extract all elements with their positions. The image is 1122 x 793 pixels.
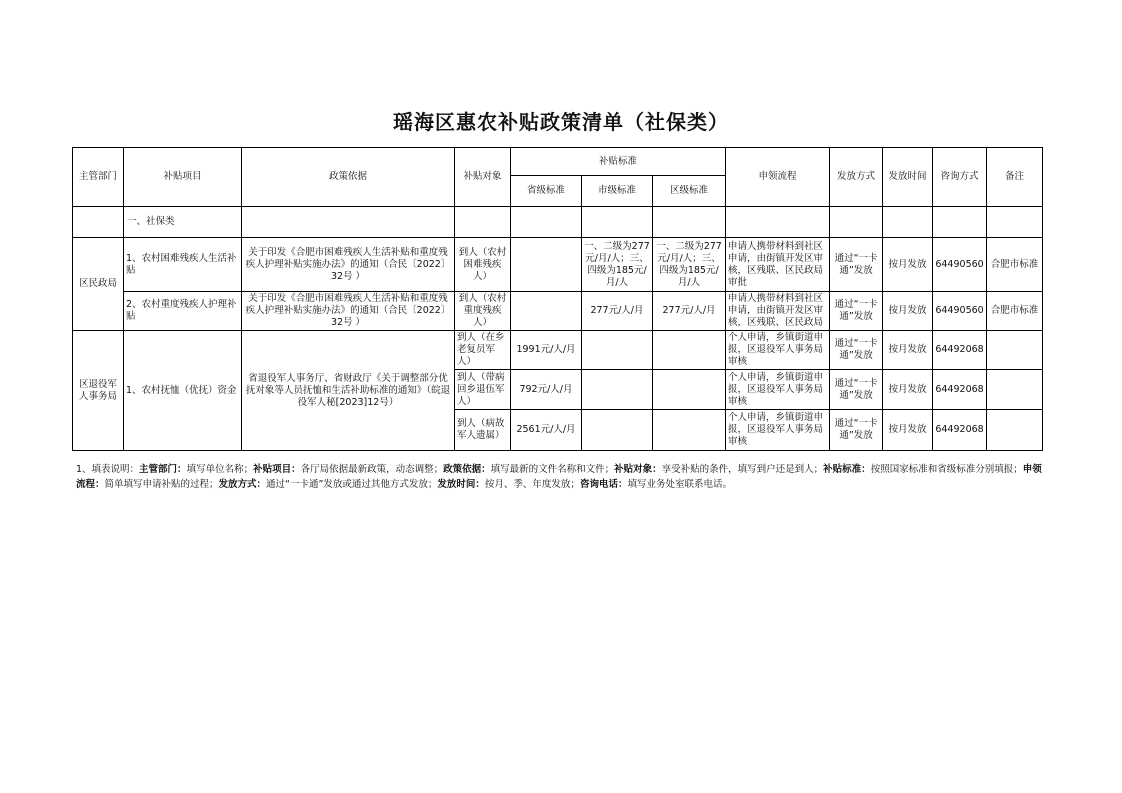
time-cell: 按月发放 (883, 331, 933, 370)
page-title: 瑶海区惠农补贴政策清单（社保类） (393, 110, 729, 134)
table-row (73, 331, 1043, 370)
section-row (73, 207, 1043, 238)
item-cell: 1、农村困难残疾人生活补贴 (124, 238, 242, 292)
process-cell: 个人申请，乡镇街道申报，区退役军人事务局审核 (726, 370, 830, 410)
process-cell: 申请人携带材料到社区申请，由街镇开发区审核，区残联、区民政局 (726, 292, 830, 331)
time-cell: 按月发放 (883, 410, 933, 451)
target-cell: 到人（在乡老复员军人） (455, 331, 511, 370)
note-key: 补贴对象： (614, 464, 662, 475)
header-item: 补贴项目 (124, 148, 242, 207)
note-value: 按照国家标准和省级标准分别填报； (870, 464, 1023, 475)
note-value: 填写单位名称； (186, 464, 254, 475)
contact-cell: 64490560 (933, 292, 987, 331)
header-district: 区级标准 (653, 176, 726, 207)
province-cell: 792元/人/月 (511, 370, 582, 410)
note-key: 咨询电话： (579, 479, 628, 490)
process-cell: 申请人携带材料到社区申请，由街镇开发区审核，区残联、区民政局审批 (726, 238, 830, 292)
time-cell: 按月发放 (883, 238, 933, 292)
time-cell: 按月发放 (883, 292, 933, 331)
item-cell: 2、农村重度残疾人护理补贴 (124, 292, 242, 331)
remark-cell: 合肥市标准 (987, 292, 1043, 331)
province-cell (511, 292, 582, 331)
contact-cell: 64492068 (933, 370, 987, 410)
note-value: 通过“一卡通”发放或通过其他方式发放； (266, 479, 438, 490)
footnote (76, 462, 1046, 492)
basis-cell: 关于印发《合肥市困难残疾人生活补贴和重度残疾人护理补贴实施办法》的通知（合民〔2022〕32号 ） (242, 238, 455, 292)
header-row (73, 148, 1043, 176)
province-cell: 2561元/人/月 (511, 410, 582, 451)
note-key: 发放方式： (218, 479, 267, 490)
header-basis: 政策依据 (242, 148, 455, 207)
note-value: 各厅局依据最新政策，动态调整； (300, 464, 444, 475)
header-remark: 备注 (987, 148, 1043, 207)
district-cell (653, 370, 726, 410)
remark-cell (987, 331, 1043, 370)
header-dept: 主管部门 (73, 148, 124, 207)
header-process: 申领流程 (726, 148, 830, 207)
city-cell: 277元/人/月 (582, 292, 653, 331)
target-cell: 到人（农村困难残疾人） (455, 238, 511, 292)
district-cell: 一、二级为277元/月/人；三、四级为185元/月/人 (653, 238, 726, 292)
method-cell: 通过“一卡通”发放 (830, 238, 883, 292)
process-cell: 个人申请，乡镇街道申报，区退役军人事务局审核 (726, 410, 830, 451)
city-cell (582, 370, 653, 410)
note-key: 补贴项目： (253, 464, 301, 475)
note-key: 补贴标准： (823, 464, 871, 475)
note-value: 填写最新的文件名称和文件； (490, 464, 615, 475)
table-row (73, 238, 1043, 292)
method-cell: 通过“一卡通”发放 (830, 292, 883, 331)
dept-cell: 区民政局 (73, 238, 124, 331)
contact-cell: 64490560 (933, 238, 987, 292)
header-province: 省级标准 (511, 176, 582, 207)
target-cell: 到人（病故军人遗属） (455, 410, 511, 451)
province-cell: 1991元/人/月 (511, 331, 582, 370)
note-prefix: 1、填表说明： (76, 464, 140, 475)
target-cell: 到人（带病回乡退伍军人） (455, 370, 511, 410)
note-value: 享受补贴的条件，填写到户还是到人； (661, 464, 824, 475)
remark-cell (987, 370, 1043, 410)
contact-cell: 64492068 (933, 331, 987, 370)
province-cell (511, 238, 582, 292)
header-standard: 补贴标准 (511, 148, 726, 176)
district-cell (653, 410, 726, 451)
district-cell: 277元/人/月 (653, 292, 726, 331)
policy-table (72, 147, 1043, 451)
contact-cell: 64492068 (933, 410, 987, 451)
note-value: 简单填写申请补贴的过程； (104, 479, 219, 490)
note-key: 发放时间： (437, 479, 485, 490)
basis-cell: 关于印发《合肥市困难残疾人生活补贴和重度残疾人护理补贴实施办法》的通知（合民〔2022〕32号 ） (242, 292, 455, 331)
time-cell: 按月发放 (883, 370, 933, 410)
header-method: 发放方式 (830, 148, 883, 207)
note-value: 填写业务处室联系电话。 (627, 479, 732, 490)
item-cell: 1、农村抚恤（优抚）资金 (124, 331, 242, 451)
table-row (73, 292, 1043, 331)
note-key: 政策依据： (443, 464, 491, 475)
header-city: 市级标准 (582, 176, 653, 207)
city-cell: 一、二级为277元/月/人；三、四级为185元/月/人 (582, 238, 653, 292)
note-key: 主管部门： (139, 464, 187, 475)
remark-cell: 合肥市标准 (987, 238, 1043, 292)
note-value: 按月、季、年度发放； (484, 479, 580, 490)
header-time: 发放时间 (883, 148, 933, 207)
remark-cell (987, 410, 1043, 451)
method-cell: 通过“一卡通”发放 (830, 370, 883, 410)
section-label: 一、社保类 (124, 207, 242, 238)
note-key: 申领流程： (76, 464, 1042, 490)
process-cell: 个人申请，乡镇街道申报，区退役军人事务局审核 (726, 331, 830, 370)
header-contact: 咨询方式 (933, 148, 987, 207)
method-cell: 通过“一卡通”发放 (830, 331, 883, 370)
district-cell (653, 331, 726, 370)
method-cell: 通过“一卡通”发放 (830, 410, 883, 451)
header-target: 补贴对象 (455, 148, 511, 207)
target-cell: 到人（农村重度残疾人） (455, 292, 511, 331)
basis-cell: 省退役军人事务厅、省财政厅《关于调整部分优抚对象等人员抚恤和生活补助标准的通知》（皖退役军人秘[2023]12号） (242, 331, 455, 451)
city-cell (582, 410, 653, 451)
dept-cell: 区退役军人事务局 (73, 331, 124, 451)
city-cell (582, 331, 653, 370)
